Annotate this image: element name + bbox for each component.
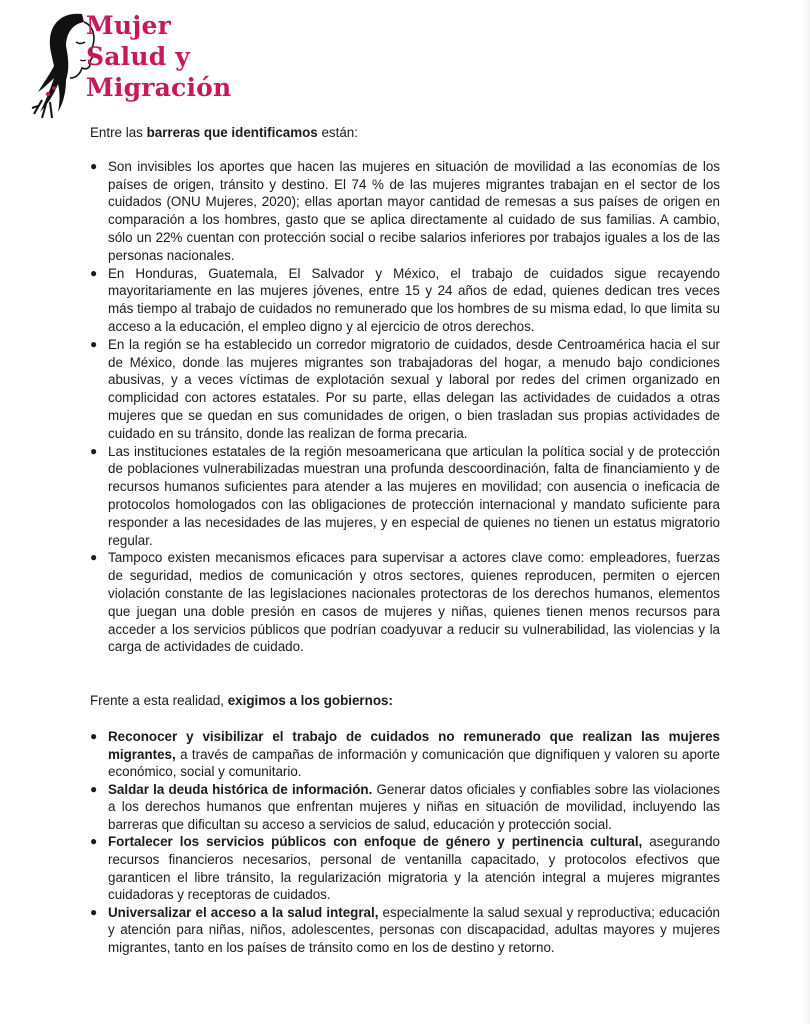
list-item	[90, 158, 720, 265]
bullet-icon: ●	[90, 550, 98, 565]
barrier-text: Tampoco existen mecanismos eficaces para supervisar a actores clave como: empleadores, fuerzas de seguridad, medios de comunicación y otros sectores, quienes reproducen, permiten o ejercen violación constante de las legislaciones nacionales protectoras de los derechos humanos, elementos que juegan una doble presión en casos de mujeres y niñas, quienes tienen menos recursos para acceder a los servicios públicos que podrían coadyuvar a reducir su vulnerabilidad, las violencias y la carga de actividades de cuidado.	[108, 550, 720, 655]
logo-title	[86, 10, 231, 103]
bullet-icon: ●	[90, 158, 98, 173]
bullet-icon: ●	[90, 336, 98, 351]
demand-heading: Universalizar el acceso a la salud integral,	[108, 904, 379, 920]
list-item	[90, 781, 720, 834]
bullet-icon: ●	[90, 781, 98, 796]
barrier-text: Las instituciones estatales de la región mesoamericana que articulan la política social y de protección de poblaciones vulnerabilizadas muestran una profunda descoordinación, falta de financiamiento y de recursos humanos suficientes para atender a las mujeres en movilidad; con ausencia o ineficacia de protocolos homologados con las obligaciones de protección internacional y mandato suficiente para responder a las necesidades de las mujeres, y en especial de quienes no tienen un estatus migratorio regular.	[108, 443, 720, 548]
barriers-intro	[90, 124, 720, 142]
list-item	[90, 549, 720, 656]
barriers-intro-bold: barreras que identificamos	[146, 125, 318, 140]
logo-line-1: Mujer	[86, 11, 171, 40]
list-item	[90, 904, 720, 957]
demand-heading: Saldar la deuda histórica de información.	[108, 781, 373, 797]
demand-text: especialmente la salud sexual y reproductiva; educación y atención para niñas, niños, adolescentes, personas con discapacidad, adultas mayores y mujeres migrantes, tanto en los países de tránsito como en los de destino y retorno.	[108, 904, 720, 956]
bullet-icon: ●	[90, 443, 98, 458]
barriers-intro-suffix: están:	[317, 125, 358, 140]
list-item	[90, 728, 720, 781]
logo-line-2: Salud y	[86, 42, 191, 71]
bullet-icon: ●	[90, 728, 98, 743]
barrier-text: En la región se ha establecido un corredor migratorio de cuidados, desde Centroamérica hacia el sur de México, donde las mujeres migrantes son trabajadoras del hogar, a menudo bajo condiciones abusivas, y a veces víctimas de explotación sexual y laboral por redes del crimen organizado en complicidad con actores estatales. Por su parte, ellas delegan las actividades de cuidados a otras mujeres que se quedan en sus comunidades de origen, o bien trasladan sus propias actividades de cuidado en su tránsito, donde las realizan de forma precaria.	[108, 336, 720, 441]
list-item	[90, 833, 720, 903]
demand-text: Generar datos oficiales y confiables sobre las violaciones a los derechos humanos que enfrentan mujeres y niñas en situación de movilidad, incluyendo las barreras que dificultan su acceso a servicios de salud, educación y protección social.	[108, 781, 720, 832]
demands-intro-bold: exigimos a los gobiernos:	[227, 693, 393, 709]
barriers-list	[90, 158, 720, 656]
bullet-icon: ●	[90, 834, 98, 849]
page-edge-shadow	[802, 0, 810, 1024]
demand-heading: Reconocer y visibilizar el trabajo de cuidados no remunerado que realizan las mujeres migrantes,	[108, 728, 720, 762]
demands-list	[90, 728, 720, 957]
bullet-icon: ●	[90, 265, 98, 280]
list-item	[90, 336, 720, 443]
demand-text: asegurando recursos financieros necesarios, personal de ventanilla capacitado, y protocolos efectivos que garanticen el libre tránsito, la regularización migratoria y la atención integral a mujeres migrantes cuidadoras y receptoras de cuidados.	[108, 834, 721, 903]
document-body	[90, 124, 720, 957]
bullet-icon: ●	[90, 904, 98, 919]
demands-intro	[90, 692, 720, 710]
list-item	[90, 443, 720, 550]
barrier-text: En Honduras, Guatemala, El Salvador y México, el trabajo de cuidados sigue recayendo mayoritariamente en las mujeres jóvenes, entre 15 y 24 años de edad, quienes dedican tres veces más tiempo al trabajo de cuidados no remunerado que los hombres de su misma edad, lo que limita su acceso a la educación, el empleo digno y al ejercicio de otros derechos.	[108, 265, 720, 334]
barriers-intro-text: Entre las	[90, 125, 147, 140]
logo-line-3: Migración	[86, 73, 232, 102]
logo	[30, 8, 260, 120]
demand-text: a través de campañas de información y comunicación que dignifiquen y valoren su aporte económico, social y comunitario.	[108, 746, 720, 780]
demand-heading: Fortalecer los servicios públicos con enfoque de género y pertinencia cultural,	[108, 834, 643, 850]
demands-intro-text: Frente a esta realidad,	[90, 693, 228, 709]
barrier-text: Son invisibles los aportes que hacen las mujeres en situación de movilidad a las economías de los países de origen, tránsito y destino. El 74 % de las mujeres migrantes trabajan en el sector de los cuidados (ONU Mujeres, 2020); ellas aportan mayor cantidad de remesas a sus países de origen en comparación a los hombres, gasto que se aplica directamente al cuidado de sus familias. A cambio, sólo un 22% cuentan con protección social o recibe salarios inferiores por trabajos iguales a los de las personas nacionales.	[108, 158, 720, 263]
list-item	[90, 265, 720, 336]
